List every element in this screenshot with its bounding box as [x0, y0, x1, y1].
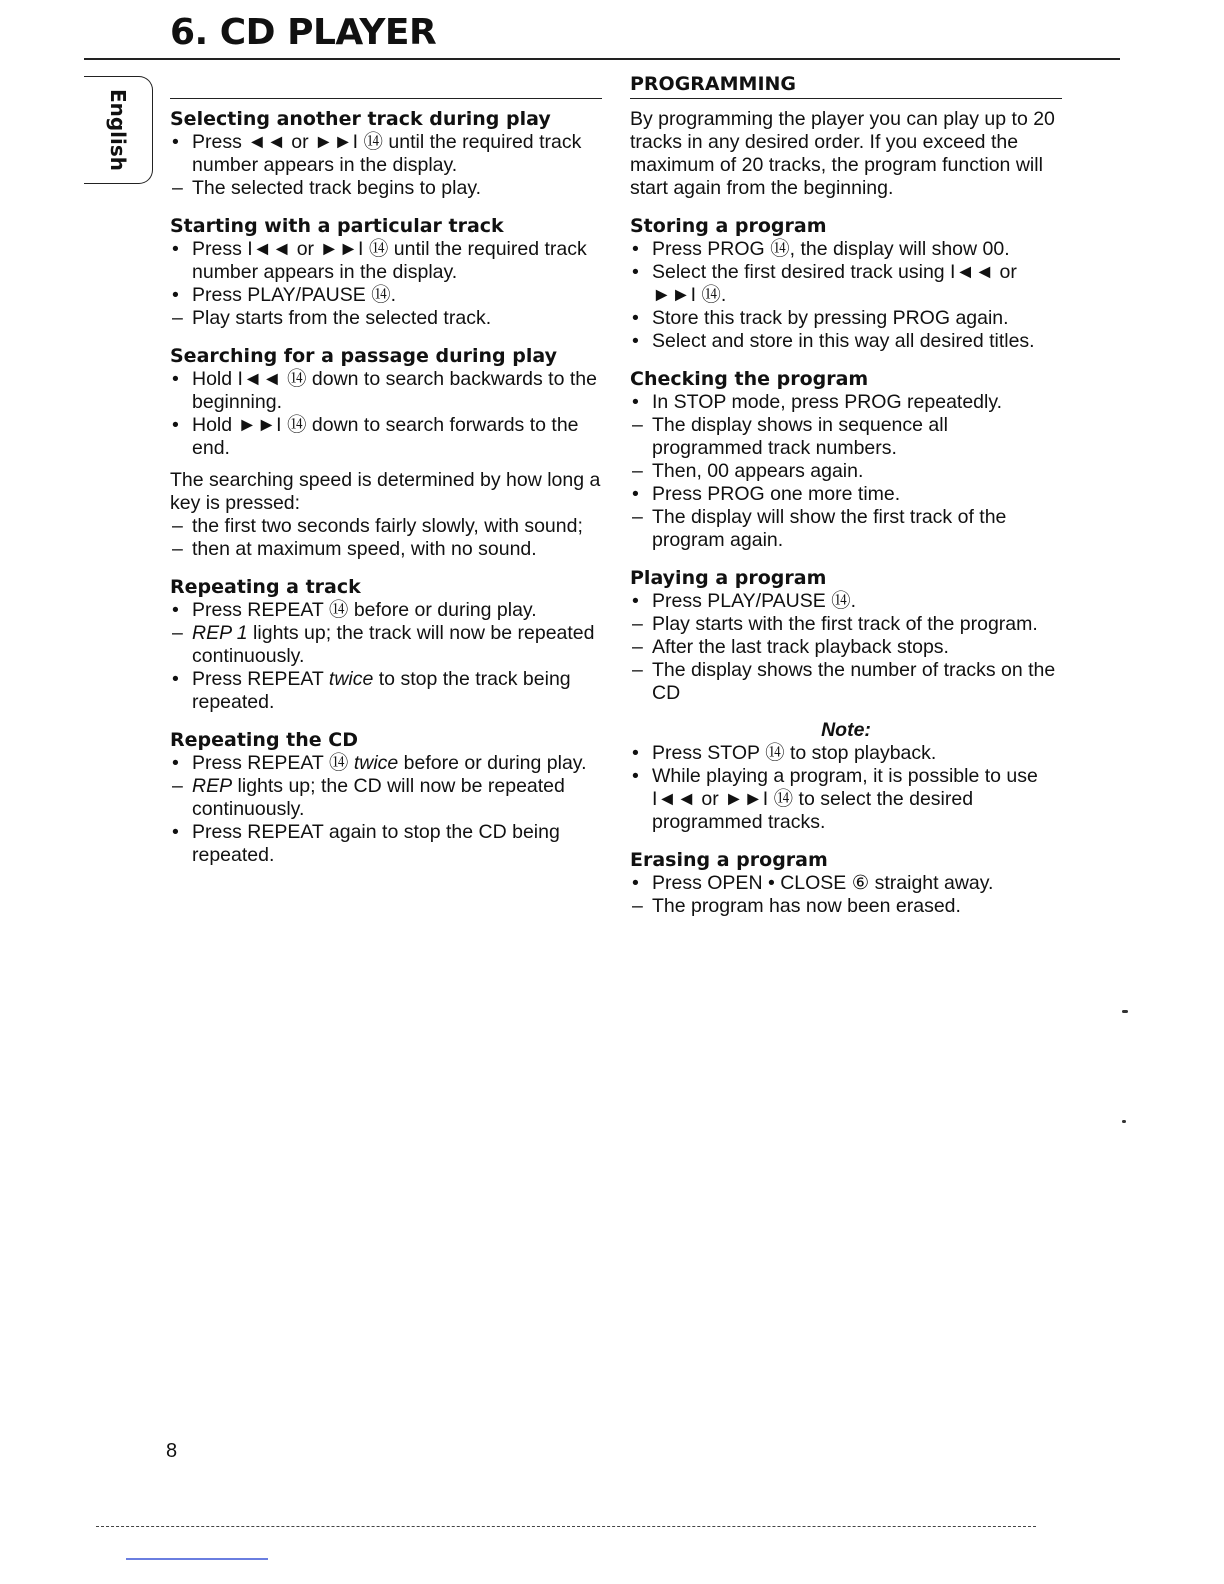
section-playing-program [630, 566, 1062, 705]
list-item: – The selected track begins to play. [172, 177, 482, 199]
list-item: – Play starts with the first track of the program. [632, 613, 1038, 635]
list-item: – The display shows in sequence all programmed track numbers. [632, 414, 948, 459]
page-title: 6. CD PLAYER [170, 12, 437, 53]
list-item: • Press ◄◄ or ►►I ⑭ until the required track number appears in the display. [172, 131, 582, 176]
list-item: • Press PLAY/PAUSE ⑭. [172, 284, 397, 306]
list-item: – REP 1 lights up; the track will now be repeated continuously. [172, 622, 595, 667]
programming-title: PROGRAMMING [630, 73, 1062, 99]
list-item: • Press STOP ⑭ to stop playback. [632, 742, 937, 764]
page-number: 8 [166, 1440, 178, 1462]
list-item: • Press OPEN • CLOSE ⑥ straight away. [632, 872, 994, 894]
list-item: • Press REPEAT again to stop the CD being repeated. [172, 821, 560, 866]
list-item: – The program has now been erased. [632, 895, 961, 917]
section-heading: Starting with a particular track [170, 215, 504, 237]
right-column [630, 68, 1062, 932]
note-title: Note: [821, 719, 871, 741]
section-heading: Playing a program [630, 567, 827, 589]
section-storing-program [630, 214, 1062, 353]
section-heading: Searching for a passage during play [170, 345, 557, 367]
section-heading: Storing a program [630, 215, 827, 237]
section-repeating-track [170, 575, 602, 714]
section-heading: Erasing a program [630, 849, 828, 871]
list-item: • Select the first desired track using I◄◄ or ►►I ⑭. [632, 261, 1017, 306]
section-note [630, 719, 1062, 834]
bottom-rule [96, 1526, 1036, 1527]
list-item: • Press I◄◄ or ►►I ⑭ until the required track number appears in the display. [172, 238, 587, 283]
section-repeating-cd [170, 728, 602, 867]
language-tab [84, 76, 153, 184]
list-item: • Press REPEAT twice to stop the track being repeated. [172, 668, 571, 713]
section-selecting-track [170, 107, 602, 200]
list-item: – The display shows the number of tracks on the CD [632, 659, 1056, 704]
bottom-accent-line [126, 1558, 268, 1560]
list-item: – After the last track playback stops. [632, 636, 949, 658]
list-item: • Press REPEAT ⑭ before or during play. [172, 599, 537, 621]
list-item: – the first two seconds fairly slowly, with sound; [172, 515, 583, 537]
list-item: • Hold ►►I ⑭ down to search forwards to the end. [172, 414, 579, 459]
list-item: – REP lights up; the CD will now be repeated continuously. [172, 775, 565, 820]
section-heading: Repeating the CD [170, 729, 358, 751]
list-item: • In STOP mode, press PROG repeatedly. [632, 391, 1003, 413]
list-item: • Press PLAY/PAUSE ⑭. [632, 590, 857, 612]
programming-intro: By programming the player you can play up to 20 tracks in any desired order. If you exceed the maximum of 20 tracks, the program function will start again from the beginning. [630, 108, 1055, 199]
list-item: • Press REPEAT ⑭ twice before or during play. [172, 752, 587, 774]
left-column [170, 68, 602, 881]
list-item: – The display will show the first track of the program again. [632, 506, 1007, 551]
section-heading: Checking the program [630, 368, 869, 390]
list-item: • Press PROG one more time. [632, 483, 901, 505]
section-searching [170, 344, 602, 561]
language-tab-label: English [106, 88, 130, 172]
list-item: – then at maximum speed, with no sound. [172, 538, 537, 560]
title-rule [84, 58, 1120, 60]
section-starting-track [170, 214, 602, 330]
list-item: – Play starts from the selected track. [172, 307, 492, 329]
list-item: • Hold I◄◄ ⑭ down to search backwards to the beginning. [172, 368, 597, 413]
paragraph: The searching speed is determined by how long a key is pressed: [170, 469, 601, 514]
section-heading: Repeating a track [170, 576, 361, 598]
scan-mark [1122, 1120, 1126, 1123]
section-heading: Selecting another track during play [170, 108, 551, 130]
left-column-rule [170, 98, 602, 99]
list-item: – Then, 00 appears again. [632, 460, 864, 482]
list-item: • Press PROG ⑭, the display will show 00. [632, 238, 1010, 260]
list-item: • Select and store in this way all desired titles. [632, 330, 1035, 352]
list-item: • While playing a program, it is possible to use I◄◄ or ►►I ⑭ to select the desired programmed tracks. [632, 765, 1038, 833]
section-checking-program [630, 367, 1062, 552]
section-erasing-program [630, 848, 1062, 918]
list-item: • Store this track by pressing PROG again. [632, 307, 1009, 329]
scan-mark [1122, 1010, 1128, 1013]
